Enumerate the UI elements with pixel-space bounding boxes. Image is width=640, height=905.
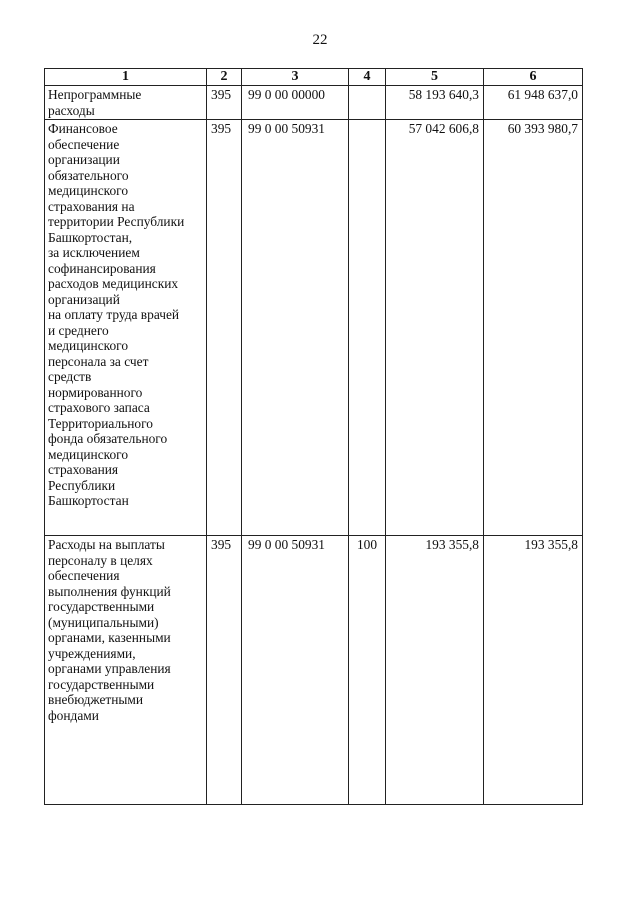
row-name (45, 86, 207, 120)
row-name-line: персонала за счет (48, 353, 149, 369)
row-name-line: организаций (48, 291, 120, 307)
row-name (45, 536, 207, 805)
row-name-line: медицинского (48, 183, 129, 198)
cell-expense-type: 100 (349, 536, 386, 805)
column-header: 2 (207, 69, 242, 86)
row-name-line: территории Республики (48, 214, 185, 229)
cell-amount-year2: 61 948 637,0 (484, 86, 583, 120)
row-name-line: Башкортостан, (48, 229, 133, 245)
row-name-line: фондами (48, 707, 99, 723)
table-header-row (45, 69, 583, 86)
row-name-line: фонда обязательного (48, 431, 168, 446)
row-name-line: средств (48, 369, 92, 384)
row-name-line: Башкортостан (48, 493, 129, 508)
row-name-line: и среднего (48, 322, 109, 338)
cell-expense-type (349, 120, 386, 536)
column-header: 6 (484, 69, 583, 86)
cell-amount-year2: 193 355,8 (484, 536, 583, 805)
row-name-line: органами, казенными (48, 630, 171, 645)
row-name-line: выполнения функций (48, 583, 171, 599)
row-name-line: на оплату труда врачей (48, 307, 180, 322)
cell-amount-year1: 193 355,8 (386, 536, 484, 805)
row-name-line: обязательного (48, 167, 129, 183)
budget-table (44, 68, 583, 805)
table-row (45, 86, 583, 120)
cell-amount-year1: 58 193 640,3 (386, 86, 484, 120)
cell-target-article: 99 0 00 50931 (242, 536, 349, 805)
row-name-line: Непрограммные (48, 87, 142, 102)
row-name-line: нормированного (48, 384, 143, 400)
row-name-line: страхования (48, 462, 119, 477)
row-name-line: (муниципальными) (48, 614, 159, 630)
row-name-line: государственными (48, 599, 155, 614)
column-header: 3 (242, 69, 349, 86)
row-name-line: Расходы на выплаты (48, 537, 165, 552)
row-name-line: обеспечения (48, 568, 120, 583)
row-name-line: учреждениями, (48, 645, 136, 661)
row-name-line: внебюджетными (48, 692, 144, 707)
cell-amount-year2: 60 393 980,7 (484, 120, 583, 536)
row-name-line: расходы (48, 102, 95, 118)
cell-expense-type (349, 86, 386, 120)
row-name (45, 120, 207, 536)
row-name-line: расходов медицинских (48, 276, 179, 291)
row-name-line: страхового запаса (48, 400, 150, 415)
row-name-line: органами управления (48, 661, 171, 676)
cell-section-code: 395 (207, 86, 242, 120)
column-header: 1 (45, 69, 207, 86)
row-name-line: медицинского (48, 446, 129, 462)
row-name-line: государственными (48, 676, 155, 692)
row-name-line: персоналу в целях (48, 552, 153, 568)
table-row (45, 536, 583, 805)
row-name-line: за исключением (48, 245, 140, 260)
cell-amount-year1: 57 042 606,8 (386, 120, 484, 536)
cell-target-article: 99 0 00 00000 (242, 86, 349, 120)
column-header: 4 (349, 69, 386, 86)
column-header: 5 (386, 69, 484, 86)
row-name-line: софинансирования (48, 260, 156, 276)
row-name-line: Территориального (48, 415, 153, 431)
row-name-line: Финансовое (48, 121, 118, 136)
cell-target-article: 99 0 00 50931 (242, 120, 349, 536)
cell-section-code: 395 (207, 536, 242, 805)
row-name-line: организации (48, 152, 120, 167)
row-name-line: Республики (48, 477, 116, 493)
row-name-line: страхования на (48, 198, 135, 214)
row-name-line: медицинского (48, 338, 129, 353)
page-number: 22 (312, 32, 328, 48)
table-row (45, 120, 583, 536)
cell-section-code: 395 (207, 120, 242, 536)
row-name-line: обеспечение (48, 136, 120, 152)
